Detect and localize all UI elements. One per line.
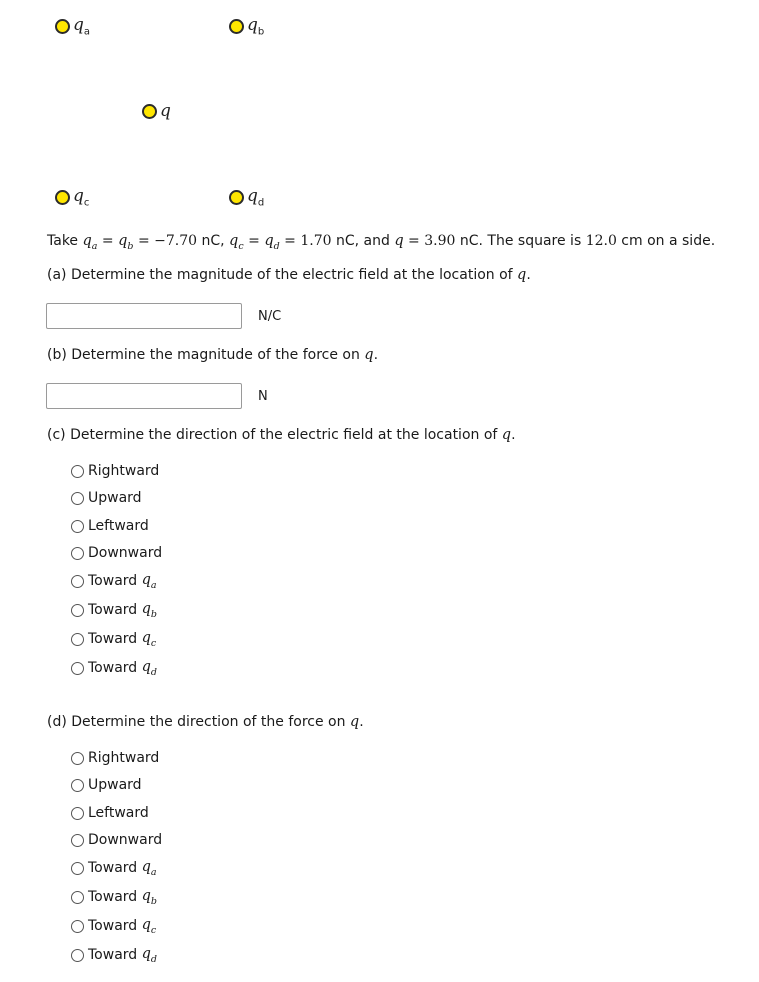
- d-option-toward-qb[interactable]: Toward $q_b$: [71, 888, 157, 907]
- c-label-upward: Upward: [88, 490, 142, 506]
- d-radio-toward-qd[interactable]: [71, 949, 84, 962]
- d-radio-downward[interactable]: [71, 834, 84, 847]
- charge-qd-label: $q_d$: [247, 186, 265, 209]
- d-radio-rightward[interactable]: [71, 752, 84, 765]
- charge-q: [142, 101, 171, 121]
- d-label-toward-qd: Toward: [88, 947, 138, 964]
- c-radio-downward[interactable]: [71, 547, 84, 560]
- charge-qc: [55, 186, 89, 208]
- c-radio-leftward[interactable]: [71, 520, 84, 533]
- c-label-toward-qb: Toward: [88, 602, 138, 619]
- c-option-leftward[interactable]: [71, 518, 149, 534]
- c-label-toward-qd: Toward: [88, 660, 138, 677]
- d-label-toward-qa: Toward: [88, 860, 138, 877]
- charge-qb-label: $q_b$: [247, 15, 265, 38]
- c-option-toward-qc[interactable]: Toward $q_c$: [71, 630, 156, 649]
- problem-statement: Take $q_a = q_b = -7.70$ nC, $q_c = q_d = 1.70$ nC, and q = 3.90 nC. The square is 12.0 cm on a side.: [47, 233, 716, 252]
- c-radio-upward[interactable]: [71, 492, 84, 505]
- d-radio-toward-qb[interactable]: [71, 891, 84, 904]
- charge-qa-dot: [55, 19, 70, 34]
- part-d-question: (d) Determine the direction of the force on q.: [47, 714, 364, 730]
- d-label-rightward: Rightward: [88, 750, 160, 766]
- d-radio-upward[interactable]: [71, 779, 84, 792]
- charge-qc-label: $q_c$: [73, 186, 90, 209]
- d-radio-leftward[interactable]: [71, 807, 84, 820]
- part-a-question: (a) Determine the magnitude of the electric field at the location of q.: [47, 267, 531, 283]
- charge-qc-dot: [55, 190, 70, 205]
- c-radio-toward-qc[interactable]: [71, 633, 84, 646]
- d-label-leftward: Leftward: [88, 805, 149, 821]
- c-label-toward-qa: Toward: [88, 573, 138, 590]
- charge-q-label: q: [160, 101, 171, 121]
- c-label-leftward: Leftward: [88, 518, 149, 534]
- d-label-upward: Upward: [88, 777, 142, 793]
- d-option-leftward[interactable]: [71, 805, 149, 821]
- c-option-toward-qd[interactable]: Toward $q_d$: [71, 659, 157, 678]
- d-label-toward-qb: Toward: [88, 889, 138, 906]
- d-label-downward: Downward: [88, 832, 163, 848]
- c-label-rightward: Rightward: [88, 463, 160, 479]
- d-option-upward[interactable]: [71, 777, 142, 793]
- charge-qa: [55, 15, 90, 37]
- c-option-toward-qb[interactable]: Toward $q_b$: [71, 601, 157, 620]
- c-option-upward[interactable]: [71, 490, 142, 506]
- charge-qd: [229, 186, 264, 208]
- charge-qb-dot: [229, 19, 244, 34]
- charge-qa-label: $q_a$: [73, 15, 91, 38]
- c-radio-toward-qb[interactable]: [71, 604, 84, 617]
- charge-q-dot: [142, 104, 157, 119]
- c-option-toward-qa[interactable]: Toward $q_a$: [71, 572, 157, 591]
- part-b-question: (b) Determine the magnitude of the force on q.: [47, 347, 379, 363]
- d-label-toward-qc: Toward: [88, 918, 138, 935]
- c-radio-rightward[interactable]: [71, 465, 84, 478]
- part-a-unit: N/C: [258, 309, 282, 324]
- c-label-toward-qc: Toward: [88, 631, 138, 648]
- charge-qd-dot: [229, 190, 244, 205]
- d-radio-toward-qa[interactable]: [71, 862, 84, 875]
- charge-qb: [229, 15, 264, 37]
- d-radio-toward-qc[interactable]: [71, 920, 84, 933]
- c-option-downward[interactable]: [71, 545, 162, 561]
- c-radio-toward-qa[interactable]: [71, 575, 84, 588]
- d-option-toward-qd[interactable]: Toward $q_d$: [71, 946, 157, 965]
- d-option-toward-qa[interactable]: Toward $q_a$: [71, 859, 157, 878]
- c-label-downward: Downward: [88, 545, 163, 561]
- part-b-answer-input[interactable]: [46, 383, 242, 409]
- d-option-rightward[interactable]: [71, 750, 159, 766]
- d-option-downward[interactable]: [71, 832, 162, 848]
- c-option-rightward[interactable]: [71, 463, 159, 479]
- part-b-unit: N: [258, 389, 268, 404]
- part-a-answer-input[interactable]: [46, 303, 242, 329]
- d-option-toward-qc[interactable]: Toward $q_c$: [71, 917, 156, 936]
- c-radio-toward-qd[interactable]: [71, 662, 84, 675]
- part-c-question: (c) Determine the direction of the electric field at the location of q.: [47, 427, 516, 443]
